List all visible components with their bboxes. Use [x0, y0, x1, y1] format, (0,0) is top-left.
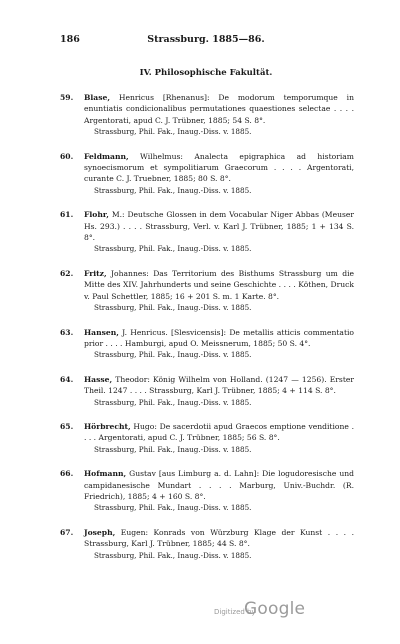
entry-author: Flohr, [84, 210, 109, 220]
bibliography-entry [60, 209, 354, 255]
entry-text: Henricus [Rhenanus]: De modorum temporumque in enuntiatis condicionalibus permutationes quaestiones selectae . . . . Argentorati, apud C. J. Trübner, 1885; 54 S. 8°. [84, 93, 354, 125]
entry-list [60, 92, 354, 574]
entry-text: Theodor: König Wilhelm von Holland. (1247 — 1256). Erster Theil. 1247 . . . . Strassburg, Karl J. Trübner, 1885; 4 + 114 S. 8°. [84, 374, 354, 396]
running-title: Strassburg. 1885—86. [147, 34, 265, 45]
bibliography-entry [60, 468, 354, 514]
entry-body [84, 468, 354, 502]
entry-body [84, 421, 354, 444]
entry-author: Fritz, [84, 268, 107, 278]
bibliography-entry [60, 151, 354, 197]
entry-text: Wilhelmus: Analecta epigraphica ad historiam synoecismorum et sympolitiarum Graecorum . . . . Argentorati, curante C. J. Truebner, 1885; 80 S. 8°. [84, 151, 354, 184]
entry-author: Hasse, [84, 374, 113, 384]
entry-text: Hugo: De sacerdotii apud Graecos emptione venditione . . . . Argentorati, apud C. J. Trübner, 1885; 56 S. 8°. [84, 421, 354, 443]
entry-text: M.: Deutsche Glossen in dem Vocabular Niger Abbas (Meuser Hs. 293.) . . . . Strassburg, Verl. v. Karl J. Trübner, 1885; 1 + 134 S. 8°. [84, 210, 354, 243]
entry-number: 65. [60, 421, 74, 431]
page-number: 186 [60, 34, 80, 45]
entry-body [84, 151, 354, 185]
entry-number: 64. [60, 374, 74, 384]
bibliography-entry [60, 327, 354, 361]
entry-note: Strassburg, Phil. Fak., Inaug.-Diss. v. 1885. [94, 244, 252, 254]
digitized-by-google-watermark [214, 600, 324, 622]
entry-note: Strassburg, Phil. Fak., Inaug.-Diss. v. 1885. [94, 303, 252, 313]
entry-body [84, 527, 354, 550]
bibliography-entry [60, 268, 354, 314]
entry-author: Blase, [84, 93, 110, 102]
bibliography-entry [60, 527, 354, 561]
entry-text: J. Henricus. [Slesvicensis]: De metallis atticis commentatio prior . . . . Hamburgi, apud O. Meissnerum, 1885; 50 S. 4°. [84, 327, 354, 348]
entry-author: Hörbrecht, [84, 421, 131, 431]
entry-number: 59. [60, 93, 74, 102]
entry-author: Joseph, [84, 527, 116, 537]
entry-author: Hofmann, [84, 469, 127, 479]
bibliography-entry [60, 374, 354, 408]
entry-text: Eugen: Konrads von Würzburg Klage der Kunst . . . . Strassburg, Karl J. Trübner, 1885; 44 S. 8°. [84, 527, 354, 549]
entry-body [84, 209, 354, 243]
bibliography-entry [60, 92, 354, 138]
entry-body [84, 374, 354, 397]
running-head [60, 34, 352, 48]
entry-number: 63. [60, 327, 74, 337]
entry-number: 61. [60, 210, 74, 220]
entry-note: Strassburg, Phil. Fak., Inaug.-Diss. v. 1885. [94, 503, 252, 513]
entry-note: Strassburg, Phil. Fak., Inaug.-Diss. v. 1885. [94, 350, 252, 360]
google-logo: Google [244, 599, 306, 619]
watermark-prefix: Digitized by [214, 608, 256, 616]
entry-number: 60. [60, 151, 74, 161]
section-heading: IV. Philosophische Fakultät. [139, 68, 273, 78]
entry-text: Gustav [aus Limburg a. d. Lahn]: Die logudoresische und campidanesische Mundart . . . . Marburg, Univ.-Buchdr. (R. Friedrich), 1885; 4 + 160 S. 8°. [84, 469, 354, 501]
entry-number: 66. [60, 469, 74, 479]
entry-note: Strassburg, Phil. Fak., Inaug.-Diss. v. 1885. [94, 397, 252, 407]
bibliography-entry [60, 421, 354, 455]
entry-author: Feldmann, [84, 151, 129, 161]
entry-body [84, 327, 354, 350]
entry-note: Strassburg, Phil. Fak., Inaug.-Diss. v. 1885. [94, 127, 252, 137]
entry-number: 67. [60, 527, 74, 537]
entry-note: Strassburg, Phil. Fak., Inaug.-Diss. v. 1885. [94, 185, 252, 195]
entry-body [84, 92, 354, 126]
entry-author: Hansen, [84, 327, 119, 337]
entry-note: Strassburg, Phil. Fak., Inaug.-Diss. v. 1885. [94, 444, 252, 454]
entry-text: Johannes: Das Territorium des Bisthums Strassburg um die Mitte des XIV. Jahrhunderts und seine Geschichte . . . . Köthen, Druck v. Paul Schettler, 1885; 16 + 201 S. m. 1 Karte. 8°. [84, 268, 354, 301]
entry-number: 62. [60, 268, 74, 278]
entry-note: Strassburg, Phil. Fak., Inaug.-Diss. v. 1885. [94, 550, 252, 560]
entry-body [84, 268, 354, 302]
